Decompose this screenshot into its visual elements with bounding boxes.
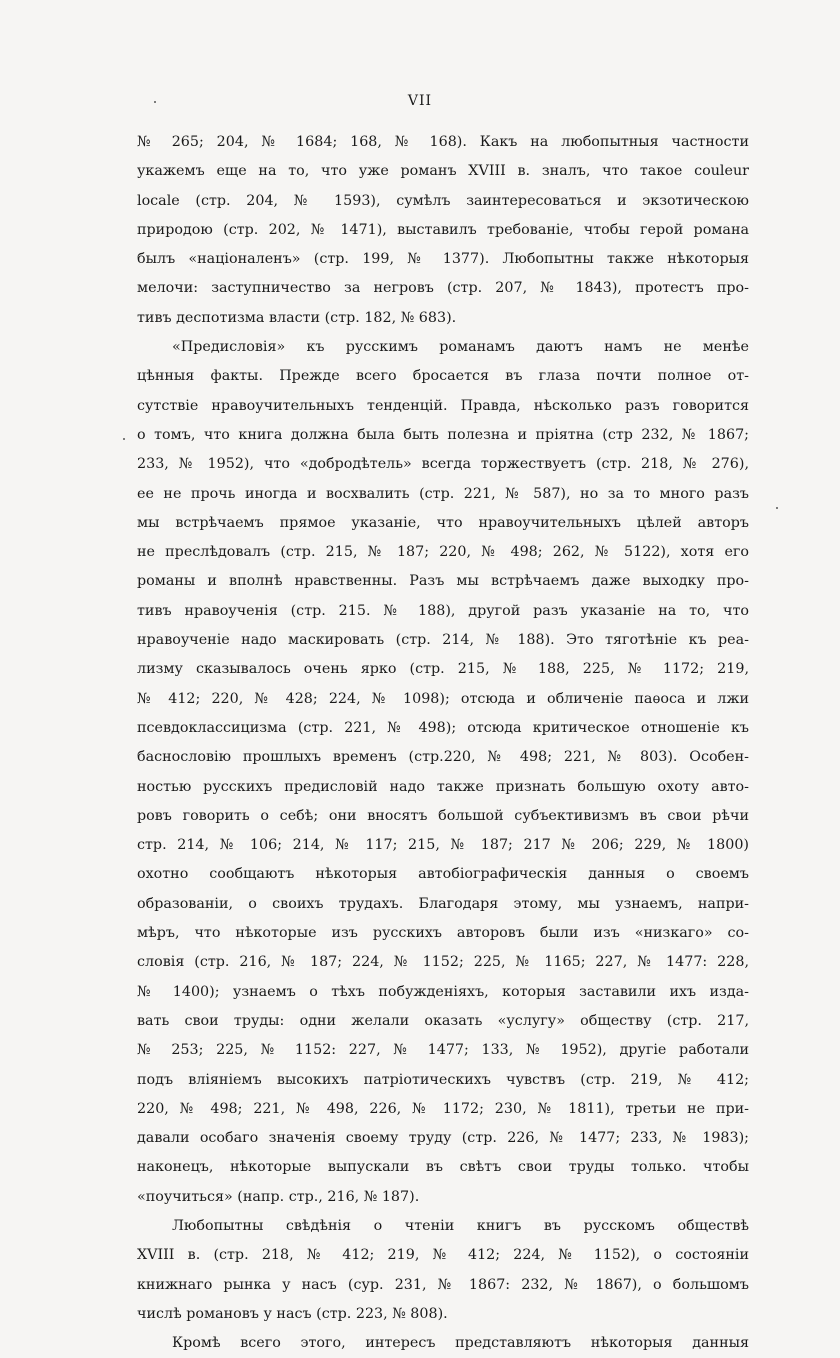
text-line: былъ «націоналенъ» (стр. 199, № 1377). Любопытны также нѣкоторыя: [137, 251, 749, 268]
text-line: нравоученіе надо маскировать (стр. 214, № 188). Это тяготѣніе къ реа-: [137, 632, 749, 649]
text-line: ее не прочь иногда и восхвалить (стр. 221, № 587), но за то много разъ: [137, 485, 749, 502]
text-line: словія (стр. 216, № 187; 224, № 1152; 225, № 1165; 227, № 1477: 228,: [137, 954, 749, 971]
paragraph-start-line: «Предисловія» къ русскимъ романамъ даютъ намъ не менѣе: [172, 339, 749, 356]
text-line: ровъ говорить о себѣ; они вносятъ большой субъективизмъ въ свои рѣчи: [137, 807, 749, 824]
text-line: наконецъ, нѣкоторые выпускали въ свѣтъ свои труды только. чтобы: [137, 1159, 749, 1176]
text-line: книжнаго рынка у насъ (сур. 231, № 1867: 232, № 1867), о большомъ: [137, 1276, 749, 1293]
text-line: № 253; 225, № 1152: 227, № 1477; 133, № 1952), другіе работали: [137, 1042, 749, 1059]
text-line: укажемъ еще на то, что уже романъ XVIII в. зналъ, что такое couleur: [137, 163, 749, 180]
scan-speck: [776, 507, 778, 509]
paragraph-start-line: Любопытны свѣдѣнія о чтеніи книгъ въ русскомъ обществѣ: [172, 1217, 749, 1234]
text-line: 233, № 1952), что «добродѣтель» всегда торжествуетъ (стр. 218, № 276),: [137, 456, 749, 473]
paragraph-start-line: Кромѣ всего этого, интересъ представляютъ нѣкоторыя данныя: [172, 1335, 749, 1352]
text-line: XVIII в. (стр. 218, № 412; 219, № 412; 224, № 1152), о состояніи: [137, 1247, 749, 1264]
text-line: мелочи: заступничество за негровъ (стр. 207, № 1843), протестъ про-: [137, 280, 749, 297]
text-line: образованіи, о своихъ трудахъ. Благодаря этому, мы узнаемъ, напри-: [137, 895, 749, 912]
text-line: баснословію прошлыхъ временъ (стр.220, № 498; 221, № 803). Особен-: [137, 749, 749, 766]
text-line: № 265; 204, № 1684; 168, № 168). Какъ на любопытныя частности: [137, 134, 749, 150]
scan-speck: [123, 438, 125, 440]
text-line: locale (стр. 204, № 1593), сумѣлъ заинтересоваться и экзотическою: [137, 192, 749, 209]
text-line: лизму сказывалось очень ярко (стр. 215, № 188, 225, № 1172; 219,: [137, 661, 749, 678]
text-line: тивъ деспотизма власти (стр. 182, № 683).: [137, 309, 457, 326]
text-line: давали особаго значенія своему труду (стр. 226, № 1477; 233, № 1983);: [137, 1130, 749, 1147]
text-line: «поучиться» (напр. стр., 216, № 187).: [137, 1188, 420, 1205]
text-line: сутствіе нравоучительныхъ тенденцій. Правда, нѣсколько разъ говорится: [137, 397, 749, 414]
text-line: природою (стр. 202, № 1471), выставилъ требованіе, чтобы герой романа: [137, 221, 749, 238]
text-line: стр. 214, № 106; 214, № 117; 215, № 187; 217 № 206; 229, № 1800): [137, 837, 749, 854]
text-line: мы встрѣчаемъ прямое указаніе, что нравоучительныхъ цѣлей авторъ: [137, 514, 749, 531]
text-line: романы и вполнѣ нравственны. Разъ мы встрѣчаемъ даже выходку про-: [137, 573, 749, 590]
text-line: № 1400); узнаемъ о тѣхъ побужденіяхъ, которыя заставили ихъ изда-: [137, 983, 749, 1000]
text-line: подъ вліяніемъ высокихъ патріотическихъ чувствъ (стр. 219, № 412;: [137, 1071, 749, 1088]
text-line: цѣнныя факты. Прежде всего бросается въ глаза почти полное от-: [137, 368, 749, 385]
page-number: VII: [407, 93, 433, 109]
text-line: мѣръ, что нѣкоторые изъ русскихъ авторовъ были изъ «низкаго» со-: [137, 925, 749, 942]
text-line: числѣ романовъ у насъ (стр. 223, № 808).: [137, 1305, 448, 1322]
text-line: 220, № 498; 221, № 498, 226, № 1172; 230, № 1811), третьи не при-: [137, 1100, 749, 1117]
text-line: вать свои труды: одни желали оказать «услугу» обществу (стр. 217,: [137, 1012, 749, 1029]
text-line: о томъ, что книга должна была быть полезна и пріятна (стр 232, № 1867;: [137, 426, 749, 443]
text-line: тивъ нравоученія (стр. 215. № 188), другой разъ указаніе на то, что: [137, 602, 749, 619]
body-text: [137, 128, 749, 1358]
text-line: псевдоклассицизма (стр. 221, № 498); отсюда критическое отношеніе къ: [137, 719, 749, 736]
text-line: не преслѣдовалъ (стр. 215, № 187; 220, № 498; 262, № 5122), хотя его: [137, 544, 749, 561]
text-line: № 412; 220, № 428; 224, № 1098); отсюда и обличеніе паѳоса и лжи: [137, 690, 749, 707]
text-line: ностью русскихъ предисловій надо также признать большую охоту авто-: [137, 778, 749, 795]
text-line: охотно сообщаютъ нѣкоторыя автобіографическія данныя о своемъ: [137, 866, 749, 883]
